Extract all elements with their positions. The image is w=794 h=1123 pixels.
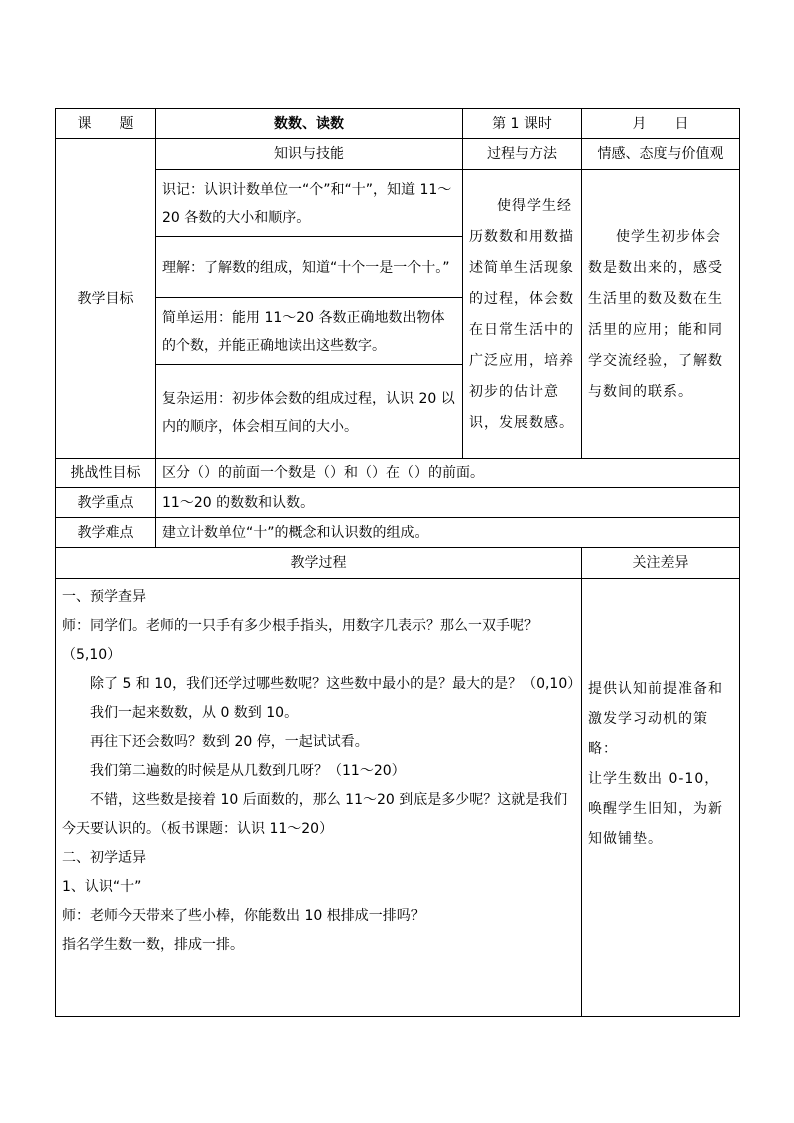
- knowledge-header: 知识与技能: [156, 139, 463, 170]
- goals-label: 教学目标: [56, 139, 156, 459]
- attention-difference: [582, 579, 740, 1017]
- process-paragraph: 我们第二遍数的时候是从几数到几呀？（11～20）: [90, 763, 406, 779]
- attitude-goal-text: 使学生初步体会数是数出来的，感受生活里的数及数在生活里的应用；能和同学交流经验，了解数与数间的联系。: [588, 229, 723, 400]
- difficulty-row: [56, 518, 740, 548]
- process-paragraph: 不错，这些数是接着 10 后面数的，那么 11～20 到底是多少呢？这就是我们今天要认识的。（板书课题：认识 11～20）: [62, 792, 568, 837]
- attitude-goal: [582, 170, 740, 459]
- teaching-process-header: 教学过程: [56, 548, 582, 579]
- section-heading: 一、预学查异: [62, 589, 146, 605]
- diff-note: 让学生数出 0-10，唤醒学生旧知，为新知做铺垫。: [588, 771, 723, 847]
- knowledge-item: 简单运用：能用 11～20 各数正确地数出物体的个数，并能正确地读出这些数字。: [156, 298, 463, 365]
- process-paragraph: 除了 5 和 10，我们还学过哪些数呢？这些数中最小的是？最大的是？（0,10）: [90, 676, 582, 692]
- spacer: [588, 579, 733, 674]
- knowledge-item: 复杂运用：初步体会数的组成过程，认识 20 以内的顺序，体会相互间的大小。: [156, 365, 463, 459]
- teaching-process: [56, 579, 582, 1017]
- goals-header-row: [56, 139, 740, 170]
- difficulty-value: 建立计数单位“十”的概念和认识数的组成。: [156, 518, 740, 548]
- process-paragraph: 师：老师今天带来了些小棒，你能数出 10 根排成一排吗？: [62, 908, 425, 924]
- lesson-date: 月 日: [582, 109, 740, 139]
- process-goal-text: 使得学生经历数数和用数描述简单生活现象的过程，体会数在日常生活中的广泛应用，培养初步的估计意识，发展数感。: [469, 198, 574, 431]
- process-paragraph: 再往下还会数吗？数到 20 停，一起试试看。: [90, 734, 369, 750]
- diff-header: 关注差异: [582, 548, 740, 579]
- topic-label: 课 题: [56, 109, 156, 139]
- challenge-label: 挑战性目标: [56, 459, 156, 488]
- process-paragraph: 我们一起来数数，从 0 数到 10。: [90, 705, 299, 721]
- key-point-value: 11～20 的数数和认数。: [156, 488, 740, 518]
- process-header: 过程与方法: [463, 139, 582, 170]
- process-paragraph: 指名学生数一数，排成一排。: [62, 937, 244, 953]
- knowledge-item: 理解：了解数的组成，知道“十个一是一个十。”: [156, 237, 463, 298]
- process-header-row: [56, 548, 740, 579]
- key-point-row: [56, 488, 740, 518]
- difficulty-label: 教学难点: [56, 518, 156, 548]
- challenge-row: [56, 459, 740, 488]
- process-paragraph: 师：同学们。老师的一只手有多少根手指头，用数字几表示？那么一双手呢？（5,10）: [62, 618, 538, 663]
- lesson-plan-table: [55, 108, 740, 1017]
- section-heading: 二、初学适异: [62, 850, 146, 866]
- process-body-row: [56, 579, 740, 1017]
- knowledge-item: 识记：认识计数单位一“个”和“十”，知道 11～20 各数的大小和顺序。: [156, 170, 463, 237]
- knowledge-row: [56, 170, 740, 237]
- process-goal: [463, 170, 582, 459]
- topic-value: 数数、读数: [156, 109, 463, 139]
- attitude-header: 情感、态度与价值观: [582, 139, 740, 170]
- header-row: [56, 109, 740, 139]
- diff-note: 提供认知前提准备和激发学习动机的策略：: [588, 681, 723, 757]
- subsection-heading: 1、认识“十”: [62, 879, 142, 895]
- key-point-label: 教学重点: [56, 488, 156, 518]
- challenge-value: 区分（）的前面一个数是（）和（）在（）的前面。: [156, 459, 740, 488]
- lesson-number: 第 1 课时: [463, 109, 582, 139]
